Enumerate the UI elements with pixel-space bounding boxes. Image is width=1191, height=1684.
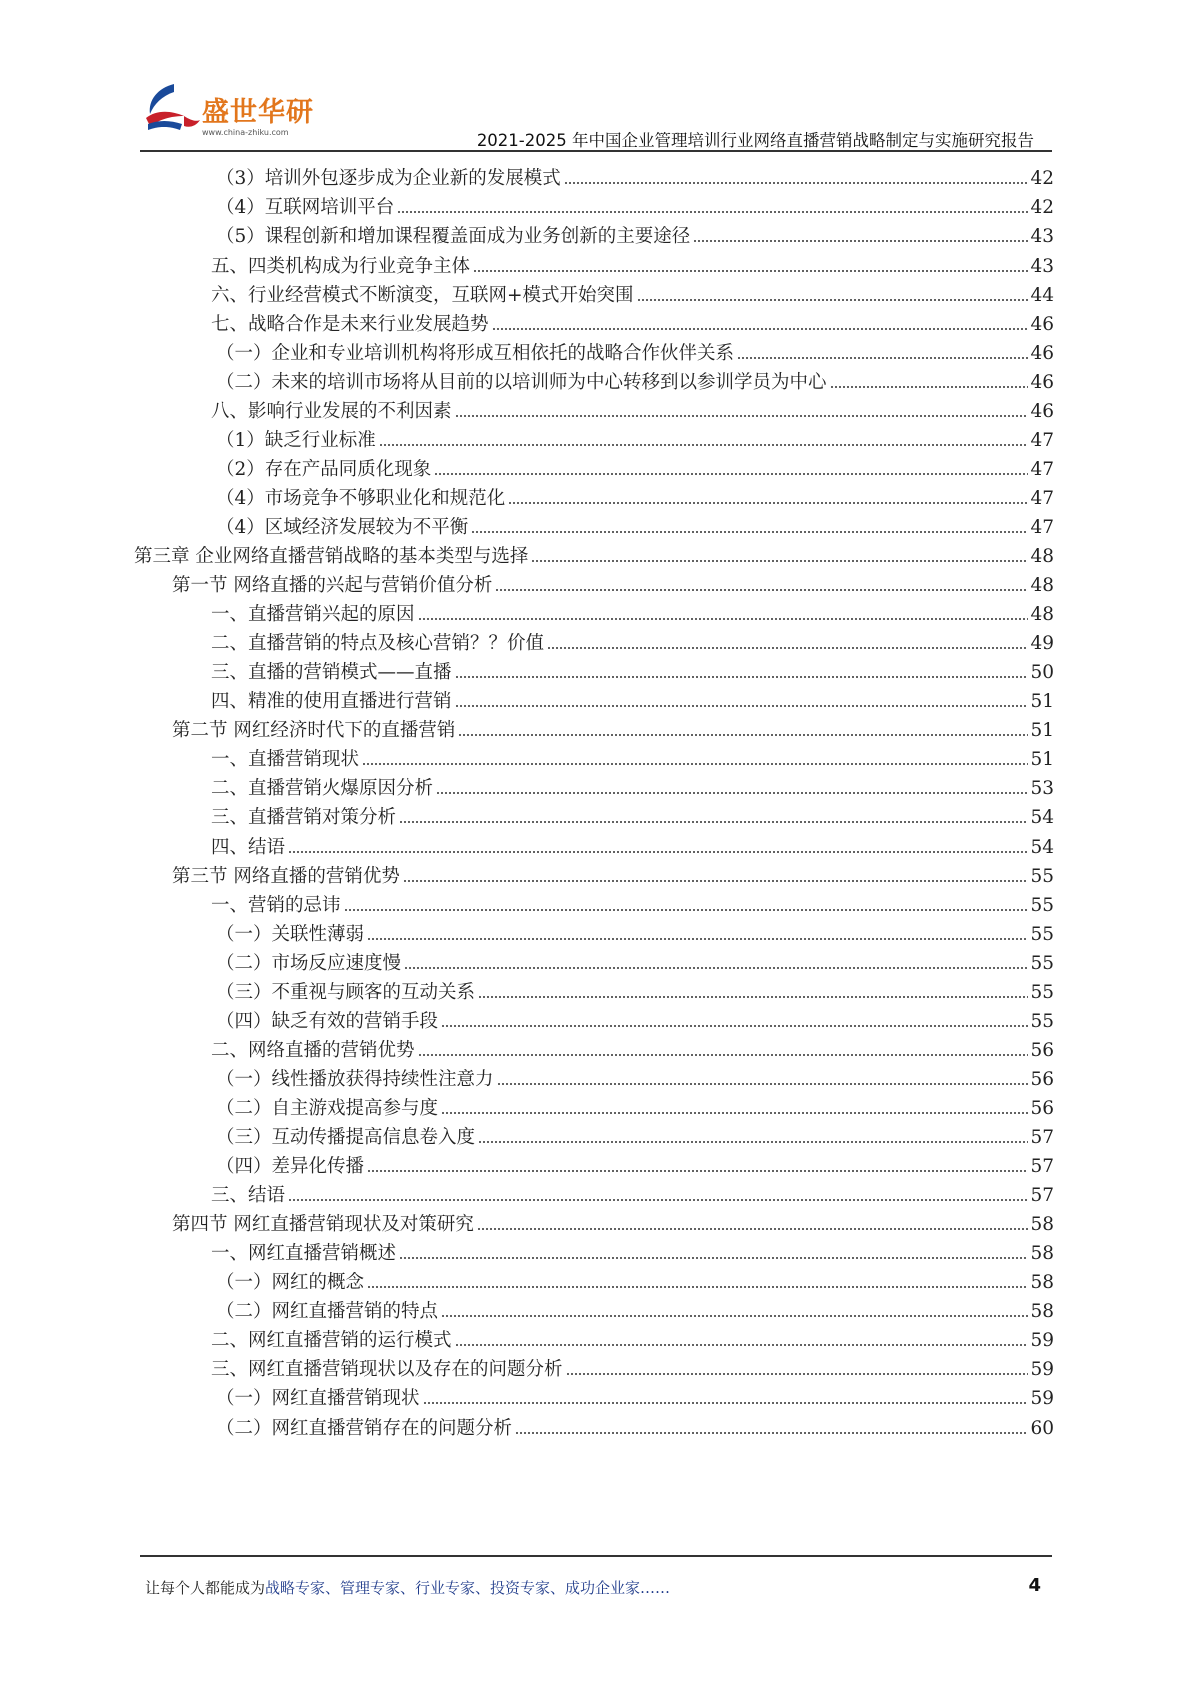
toc-entry[interactable] [216, 914, 1054, 945]
toc-dot-leader [564, 175, 1029, 185]
toc-entry-page: 59 [1030, 1330, 1054, 1352]
toc-entry[interactable] [216, 943, 1054, 974]
toc-entry-title: （二）网红直播营销存在的问题分析 [216, 1417, 513, 1439]
toc-entry[interactable] [216, 159, 1054, 190]
toc-entry[interactable] [211, 1234, 1054, 1265]
toc-entry[interactable] [216, 188, 1054, 219]
toc-entry[interactable] [211, 1321, 1054, 1352]
toc-entry-title: （二）自主游戏提高参与度 [216, 1097, 439, 1119]
toc-dot-leader [418, 611, 1029, 621]
toc-entry-page: 48 [1030, 604, 1054, 626]
toc-entry-title: （一）网红的概念 [216, 1272, 365, 1294]
toc-entry[interactable] [211, 595, 1054, 626]
toc-dot-leader [403, 873, 1029, 883]
toc-entry-page: 55 [1030, 923, 1054, 945]
toc-entry-page: 49 [1030, 633, 1054, 655]
toc-dot-leader [737, 350, 1028, 360]
toc-entry-title: 五、四类机构成为行业竞争主体 [211, 255, 471, 277]
toc-dot-leader [367, 931, 1028, 941]
toc-entry[interactable] [211, 682, 1054, 713]
toc-entry[interactable] [211, 798, 1054, 829]
toc-entry[interactable] [211, 1031, 1054, 1062]
toc-entry-title: （4）市场竞争不够职业化和规范化 [216, 487, 506, 509]
toc-entry-page: 55 [1030, 981, 1054, 1003]
toc-entry[interactable] [216, 972, 1054, 1003]
footer-divider [140, 1555, 1052, 1557]
toc-entry-page: 51 [1030, 720, 1054, 742]
toc-entry[interactable] [216, 1089, 1054, 1120]
toc-entry[interactable] [211, 304, 1054, 335]
toc-dot-leader [455, 669, 1029, 679]
toc-entry-page: 42 [1030, 197, 1054, 219]
toc-entry[interactable] [216, 1379, 1054, 1410]
page-number: 4 [1028, 1575, 1041, 1596]
toc-entry-page: 43 [1030, 226, 1054, 248]
toc-entry-page: 46 [1030, 313, 1054, 335]
toc-entry[interactable] [216, 217, 1054, 248]
toc-entry-title: （一）线性播放获得持续性注意力 [216, 1068, 494, 1090]
toc-dot-leader [367, 1279, 1028, 1289]
toc-entry-title: 六、行业经营模式不断演变，互联网+模式开始突围 [211, 284, 634, 306]
toc-entry-title: （三）互动传播提高信息卷入度 [216, 1127, 476, 1149]
toc-entry-page: 58 [1030, 1243, 1054, 1265]
toc-dot-leader [531, 553, 1028, 563]
toc-entry-page: 54 [1030, 807, 1054, 829]
toc-entry-page: 47 [1030, 429, 1054, 451]
logo-name: 盛世华研 [202, 97, 314, 128]
toc-dot-leader [397, 204, 1028, 214]
toc-entry-title: 四、精准的使用直播进行营销 [211, 691, 452, 713]
toc-entry-title: 一、直播营销现状 [211, 749, 360, 771]
toc-dot-leader [418, 1047, 1029, 1057]
toc-entry-page: 55 [1030, 952, 1054, 974]
toc-entry[interactable] [211, 885, 1054, 916]
toc-entry-page: 44 [1030, 284, 1054, 306]
toc-entry[interactable] [216, 1408, 1054, 1439]
toc-entry-title: 四、结语 [211, 836, 286, 858]
toc-dot-leader [471, 524, 1028, 534]
toc-dot-leader [379, 437, 1029, 447]
toc-entry-page: 55 [1030, 894, 1054, 916]
toc-entry-page: 46 [1030, 400, 1054, 422]
toc-dot-leader [288, 844, 1028, 854]
toc-entry[interactable] [211, 769, 1054, 800]
slogan-highlight: 战略专家、管理专家、行业专家、投资专家、成功企业家…… [265, 1579, 671, 1597]
toc-dot-leader [478, 989, 1028, 999]
toc-entry-page: 48 [1030, 546, 1054, 568]
toc-entry-title: （4）区域经济发展较为不平衡 [216, 516, 469, 538]
toc-entry-title: 二、网络直播的营销优势 [211, 1039, 415, 1061]
toc-entry[interactable] [172, 711, 1054, 742]
toc-dot-leader [423, 1395, 1029, 1405]
toc-entry-title: 三、直播的营销模式——直播 [211, 662, 452, 684]
toc-entry[interactable] [216, 1060, 1054, 1091]
toc-entry-page: 51 [1030, 691, 1054, 713]
toc-entry[interactable] [216, 479, 1054, 510]
toc-dot-leader [477, 1221, 1029, 1231]
toc-dot-leader [455, 408, 1029, 418]
toc-entry[interactable] [211, 246, 1054, 277]
toc-entry-title: （一）网红直播营销现状 [216, 1388, 420, 1410]
toc-entry-page: 58 [1030, 1272, 1054, 1294]
header-divider [140, 150, 1052, 152]
toc-entry-page: 60 [1030, 1417, 1054, 1439]
toc-entry[interactable] [216, 450, 1054, 481]
toc-entry-page: 47 [1030, 458, 1054, 480]
toc-entry-page: 57 [1030, 1127, 1054, 1149]
toc-dot-leader [455, 1337, 1029, 1347]
toc-entry[interactable] [211, 827, 1054, 858]
toc-entry-title: 一、营销的忌讳 [211, 894, 341, 916]
toc-entry-title: （一）企业和专业培训机构将形成互相依托的战略合作伙伴关系 [216, 342, 735, 364]
logo-emblem-icon [140, 80, 202, 142]
toc-entry[interactable] [216, 1118, 1054, 1149]
toc-dot-leader [478, 1134, 1028, 1144]
toc-entry-title: 第二节 网红经济时代下的直播营销 [172, 720, 456, 742]
toc-dot-leader [508, 495, 1028, 505]
toc-entry[interactable] [211, 1176, 1054, 1207]
toc-entry-page: 46 [1030, 342, 1054, 364]
toc-dot-leader [495, 582, 1028, 592]
toc-entry[interactable] [211, 624, 1054, 655]
toc-entry-page: 46 [1030, 371, 1054, 393]
toc-dot-leader [547, 640, 1028, 650]
toc-dot-leader [441, 1105, 1028, 1115]
toc-entry[interactable] [216, 1147, 1054, 1178]
toc-entry[interactable] [216, 508, 1054, 539]
report-title: 2021-2025 年中国企业管理培训行业网络直播营销战略制定与实施研究报告 [476, 131, 1034, 150]
toc-entry[interactable] [172, 566, 1054, 597]
toc-dot-leader [497, 1076, 1029, 1086]
toc-dot-leader [458, 727, 1028, 737]
toc-entry-title: 三、结语 [211, 1185, 286, 1207]
toc-entry[interactable] [216, 333, 1054, 364]
toc-entry[interactable] [216, 362, 1054, 393]
toc-entry-page: 59 [1030, 1359, 1054, 1381]
toc-dot-leader [288, 1192, 1028, 1202]
logo-url: www.china-zhiku.com [202, 128, 289, 137]
toc-dot-leader [399, 814, 1028, 824]
footer-slogan [145, 1577, 670, 1598]
toc-entry-page: 56 [1030, 1097, 1054, 1119]
toc-dot-leader [515, 1425, 1028, 1435]
toc-entry-title: 第四节 网红直播营销现状及对策研究 [172, 1214, 474, 1236]
toc-entry-page: 55 [1030, 1010, 1054, 1032]
toc-dot-leader [362, 756, 1028, 766]
toc-dot-leader [344, 902, 1029, 912]
toc-entry[interactable] [216, 1292, 1054, 1323]
toc-entry-page: 50 [1030, 662, 1054, 684]
toc-entry[interactable] [211, 275, 1054, 306]
toc-entry-page: 51 [1030, 749, 1054, 771]
toc-entry-title: （四）差异化传播 [216, 1156, 365, 1178]
toc-entry-page: 57 [1030, 1156, 1054, 1178]
toc-entry-title: 八、影响行业发展的不利因素 [211, 400, 452, 422]
toc-entry[interactable] [134, 537, 1054, 568]
toc-dot-leader [830, 379, 1029, 389]
toc-entry-title: （三）不重视与顾客的互动关系 [216, 981, 476, 1003]
toc-entry-title: 二、直播营销的特点及核心营销？？价值 [211, 633, 545, 655]
toc-entry[interactable] [172, 1205, 1054, 1236]
toc-dot-leader [492, 321, 1029, 331]
toc-entry-page: 56 [1030, 1068, 1054, 1090]
toc-entry-page: 53 [1030, 778, 1054, 800]
toc-entry[interactable] [211, 653, 1054, 684]
toc-entry-page: 56 [1030, 1039, 1054, 1061]
toc-entry-title: 三、网红直播营销现状以及存在的问题分析 [211, 1359, 563, 1381]
toc-entry-page: 59 [1030, 1388, 1054, 1410]
toc-dot-leader [455, 698, 1029, 708]
toc-entry-title: 一、网红直播营销概述 [211, 1243, 397, 1265]
toc-entry[interactable] [211, 1350, 1054, 1381]
toc-entry-title: 第一节 网络直播的兴起与营销价值分析 [172, 575, 493, 597]
toc-entry-page: 55 [1030, 865, 1054, 887]
toc-dot-leader [637, 292, 1029, 302]
toc-entry-title: 三、直播营销对策分析 [211, 807, 397, 829]
toc-entry-title: （5）课程创新和增加课程覆盖面成为业务创新的主要途径 [216, 226, 691, 248]
toc-entry-page: 47 [1030, 487, 1054, 509]
toc-entry-title: （二）市场反应速度慢 [216, 952, 402, 974]
toc-dot-leader [566, 1366, 1029, 1376]
toc-dot-leader [434, 466, 1028, 476]
toc-entry-title: （二）网红直播营销的特点 [216, 1301, 439, 1323]
toc-entry-page: 58 [1030, 1214, 1054, 1236]
toc-entry-title: （一）关联性薄弱 [216, 923, 365, 945]
toc-dot-leader [441, 1018, 1028, 1028]
toc-entry-title: （1）缺乏行业标准 [216, 429, 376, 451]
toc-entry-title: （3）培训外包逐步成为企业新的发展模式 [216, 168, 561, 190]
toc-dot-leader [436, 785, 1028, 795]
toc-entry-title: 第三章 企业网络直播营销战略的基本类型与选择 [134, 546, 529, 568]
toc-entry[interactable] [216, 1001, 1054, 1032]
toc-entry-page: 42 [1030, 168, 1054, 190]
toc-dot-leader [693, 233, 1028, 243]
toc-entry-title: （二）未来的培训市场将从目前的以培训师为中心转移到以参训学员为中心 [216, 371, 827, 393]
toc-entry-page: 58 [1030, 1301, 1054, 1323]
toc-entry[interactable] [172, 856, 1054, 887]
toc-entry-page: 48 [1030, 575, 1054, 597]
toc-dot-leader [399, 1250, 1028, 1260]
toc-dot-leader [367, 1163, 1028, 1173]
toc-entry-page: 57 [1030, 1185, 1054, 1207]
toc-entry[interactable] [216, 1263, 1054, 1294]
company-logo [140, 80, 314, 148]
toc-entry-page: 54 [1030, 836, 1054, 858]
toc-entry-page: 47 [1030, 516, 1054, 538]
toc-entry-title: 二、网红直播营销的运行模式 [211, 1330, 452, 1352]
toc-entry-title: 第三节 网络直播的营销优势 [172, 865, 400, 887]
toc-entry-title: （2）存在产品同质化现象 [216, 458, 432, 480]
toc-dot-leader [473, 263, 1028, 273]
toc-entry[interactable] [211, 391, 1054, 422]
slogan-prefix: 让每个人都能成为 [145, 1579, 266, 1597]
toc-dot-leader [404, 960, 1028, 970]
toc-entry-title: 二、直播营销火爆原因分析 [211, 778, 434, 800]
toc-entry-title: （四）缺乏有效的营销手段 [216, 1010, 439, 1032]
toc-entry-title: （4）互联网培训平台 [216, 197, 395, 219]
toc-entry-page: 43 [1030, 255, 1054, 277]
toc-entry[interactable] [216, 420, 1054, 451]
toc-entry-title: 一、直播营销兴起的原因 [211, 604, 415, 626]
toc-dot-leader [441, 1308, 1028, 1318]
toc-entry-title: 七、战略合作是未来行业发展趋势 [211, 313, 489, 335]
toc-entry[interactable] [211, 740, 1054, 771]
